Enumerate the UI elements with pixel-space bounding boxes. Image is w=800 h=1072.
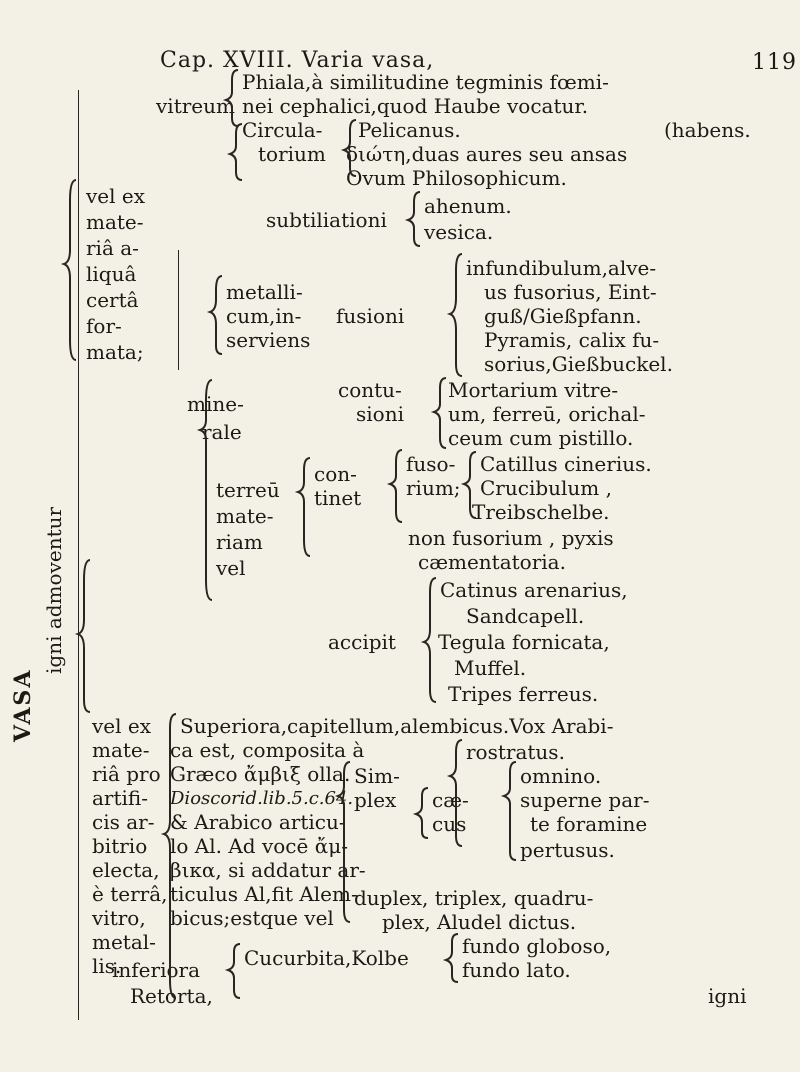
- vel-ex-2-line: metal-: [92, 930, 156, 954]
- catinus-line: Tripes ferreus.: [448, 682, 599, 706]
- superior-line: Græco ἄμβιξ olla.: [170, 762, 351, 786]
- mortar-line: Mortarium vitre-: [448, 378, 619, 402]
- metalli-line: metalli-: [226, 280, 303, 304]
- metalli-line: serviens: [226, 328, 311, 352]
- retorta-line: Retorta,: [130, 984, 213, 1008]
- caecus-line: cæ-: [432, 788, 469, 812]
- catillus-line: Treibschelbe.: [472, 500, 610, 524]
- brace: [228, 944, 240, 998]
- superior-line: Dioscorid.lib.5.c.64.: [170, 788, 354, 809]
- brace: [230, 124, 242, 180]
- brace: [446, 934, 458, 982]
- omnino-line: pertusus.: [520, 838, 615, 862]
- infund-line: us fusorius, Eint-: [484, 280, 657, 304]
- fuso-line: fuso-: [406, 452, 456, 476]
- omnino-line: superne par-: [520, 788, 650, 812]
- omnino-line: te foramine: [530, 812, 648, 836]
- omnino-line: omnino.: [520, 764, 602, 788]
- duplex-line: plex, Aludel dictus.: [382, 910, 577, 934]
- mortar-line: um, ferreū, orichal-: [448, 402, 646, 426]
- catillus-line: Catillus cinerius.: [480, 452, 652, 476]
- subtiliationi-label: subtiliationi: [266, 208, 387, 232]
- infund-line: Pyramis, calix fu-: [484, 328, 660, 352]
- catinus-line: Catinus arenarius,: [440, 578, 628, 602]
- vel-ex-line: mate-: [86, 210, 144, 234]
- vel-ex-2-line: cis ar-: [92, 810, 155, 834]
- infund-line: guß/Gießpfann.: [484, 304, 642, 328]
- habens-line: (habens.: [664, 118, 751, 142]
- brace: [504, 762, 516, 860]
- phiala-line: Phiala,à similitudine tegminis fœmi-: [242, 70, 609, 94]
- vel-ex-2-line: vitro,: [92, 906, 146, 930]
- mine-line: rale: [202, 420, 242, 444]
- superior-line: & Arabico articu-: [170, 810, 346, 834]
- simplex-line: Sim-: [354, 764, 400, 788]
- margin-rule: [178, 250, 179, 370]
- brace: [298, 458, 310, 556]
- brace: [434, 378, 446, 448]
- superior-line: βικα, si addatur ar-: [170, 858, 366, 882]
- vitreum-label: vitreum: [156, 94, 235, 118]
- side-title-igni: igni admoventur: [42, 506, 66, 674]
- ahenum-line: ahenum.: [424, 194, 512, 218]
- vel-ex-2-line: artifi-: [92, 786, 149, 810]
- vel-ex-2-line: bitrio: [92, 834, 148, 858]
- vel-ex-line: liquâ: [86, 262, 137, 286]
- cucurbita-line: Cucurbita,Kolbe: [244, 946, 409, 970]
- circula-line: torium: [258, 142, 326, 166]
- ahenum-line: vesica.: [424, 220, 494, 244]
- terreu-line: terreū: [216, 478, 280, 502]
- brace: [64, 180, 76, 360]
- margin-rule: [78, 90, 79, 1020]
- caementatoria-line: cæmentatoria.: [418, 550, 566, 574]
- rostratus-line: rostratus.: [466, 740, 565, 764]
- catillus-line: Crucibulum ,: [480, 476, 612, 500]
- accipit-label: accipit: [328, 630, 396, 654]
- con-line: con-: [314, 462, 357, 486]
- contu-line: contu-: [338, 378, 402, 402]
- superior-line: bicus;estque vel: [170, 906, 334, 930]
- duplex-line: duplex, triplex, quadru-: [354, 886, 594, 910]
- con-line: tinet: [314, 486, 362, 510]
- non-fusorium-line: non fusorium , pyxis: [408, 526, 614, 550]
- vel-ex-line: certâ: [86, 288, 139, 312]
- vel-ex-line: for-: [86, 314, 122, 338]
- ovum-line: Ovum Philosophicum.: [346, 166, 567, 190]
- fuso-line: rium;: [406, 476, 461, 500]
- phiala-line: nei cephalici,quod Haube vocatur.: [242, 94, 589, 118]
- vel-ex-line: riâ a-: [86, 236, 139, 260]
- superior-line: ticulus Al,fit Alem-: [170, 882, 358, 906]
- contu-line: sioni: [356, 402, 404, 426]
- superior-line: ca est, composita à: [170, 738, 365, 762]
- brace: [210, 276, 222, 354]
- catchword: igni: [708, 984, 747, 1008]
- inferiora-label: inferiora: [112, 958, 200, 982]
- vel-ex-2-line: vel ex: [92, 714, 152, 738]
- vel-ex-2-line: riâ pro: [92, 762, 161, 786]
- vel-ex-line: mata;: [86, 340, 144, 364]
- mortar-line: ceum cum pistillo.: [448, 426, 634, 450]
- catinus-line: Muffel.: [454, 656, 527, 680]
- infund-line: sorius,Gießbuckel.: [484, 352, 673, 376]
- catinus-line: Sandcapell.: [466, 604, 585, 628]
- vel-ex-line: vel ex: [86, 184, 146, 208]
- terreu-line: vel: [216, 556, 246, 580]
- brace: [408, 192, 420, 246]
- superior-line: Superiora,capitellum,alembicus.Vox Arabi-: [180, 714, 614, 738]
- pelicanus-line: διώτη,duas aures seu ansas: [346, 142, 628, 166]
- infund-line: infundibulum,alve-: [466, 256, 657, 280]
- vel-ex-2-line: mate-: [92, 738, 150, 762]
- vel-ex-2-line: lis.: [92, 954, 122, 978]
- terreu-line: mate-: [216, 504, 274, 528]
- fundo-line: fundo lato.: [462, 958, 571, 982]
- caecus-line: cus: [432, 812, 467, 836]
- pelicanus-line: Pelicanus.: [358, 118, 461, 142]
- page-number: 119: [752, 50, 797, 75]
- brace: [416, 788, 428, 838]
- brace: [390, 450, 402, 522]
- fundo-line: fundo globoso,: [462, 934, 612, 958]
- side-title-vasa: VASA: [10, 668, 36, 742]
- superior-line: lo Al. Ad vocē ἄμ-: [170, 834, 348, 858]
- running-head: Cap. XVIII. Varia vasa,: [160, 48, 435, 73]
- terreu-line: riam: [216, 530, 263, 554]
- circula-line: Circula-: [242, 118, 323, 142]
- vel-ex-2-line: è terrâ,: [92, 882, 168, 906]
- mine-line: mine-: [187, 392, 244, 416]
- brace: [450, 254, 462, 376]
- brace: [78, 560, 90, 712]
- simplex-line: plex: [354, 788, 397, 812]
- vel-ex-2-line: electa,: [92, 858, 160, 882]
- fusioni-label: fusioni: [336, 304, 405, 328]
- brace: [424, 578, 436, 702]
- catinus-line: Tegula fornicata,: [438, 630, 610, 654]
- metalli-line: cum,in-: [226, 304, 302, 328]
